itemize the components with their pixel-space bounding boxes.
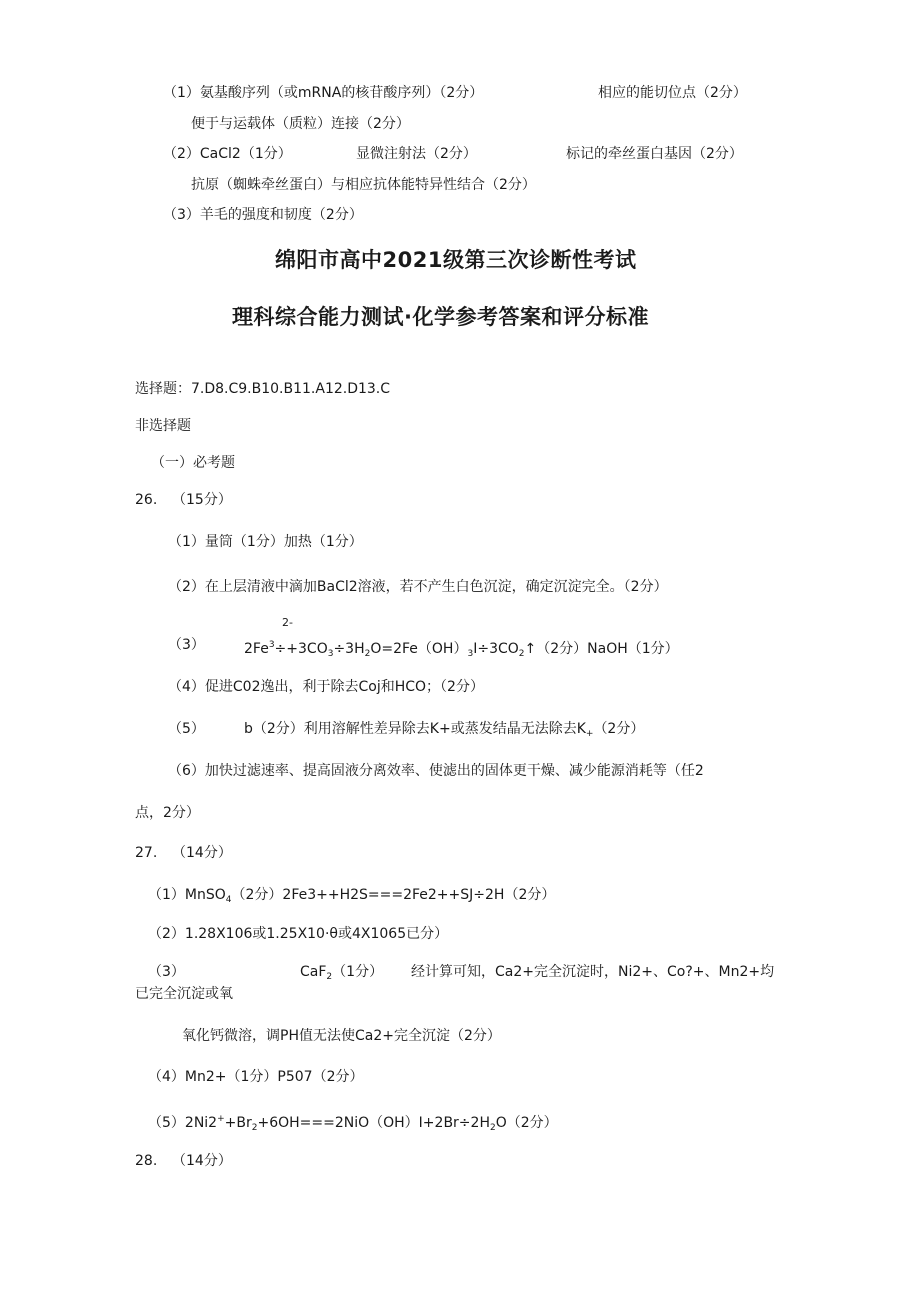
q26-answer-1: （1）量筒（1分）加热（1分） xyxy=(168,534,363,550)
bio-answer-2c: 标记的牵丝蛋白基因（2分） xyxy=(566,146,743,162)
q26-number: 26. xyxy=(135,492,158,508)
q26-answer-5-label: （5） xyxy=(168,721,205,737)
q26-answer-5: b（2分）利用溶解性差异除去K+或蒸发结晶无法除去$K_+(2$分） xyxy=(244,721,645,739)
q27-answer-2: （2）1.28X106或1.25X10·θ或4X1065已分） xyxy=(148,926,449,942)
q27-answer-3b: 经计算可知，Ca2+完全沉淀时，Ni2+、Co?+、Mn2+均 xyxy=(411,964,775,980)
q27-answer-4: （4）Mn2+（1分）P507（2分） xyxy=(148,1069,364,1085)
q28-score: （14分） xyxy=(172,1153,232,1169)
bio-answer-1b: 相应的能切位点（2分） xyxy=(598,85,747,101)
required-heading: （一）必考题 xyxy=(151,455,235,471)
q27-answer-3a: CaF$_2$（1分） xyxy=(300,964,384,982)
q27-answer-3c: 已完全沉淀或氧 xyxy=(135,986,233,1002)
q27-answer-1: （1）MnSO$_4$（2分）2Fe3++H2S===2Fe2++SJ÷2H（2分） xyxy=(148,887,556,905)
q27-answer-3-label: （3） xyxy=(148,964,185,980)
q26-answer-3-charge: 2- xyxy=(282,616,293,629)
bio-answer-3: （3）羊毛的强度和韧度（2分） xyxy=(163,207,363,223)
q26-score: （15分） xyxy=(172,492,232,508)
q28-number: 28. xyxy=(135,1153,158,1169)
q27-answer-3d: 氧化钙微溶，调PH值无法使Ca2+完全沉淀（2分） xyxy=(182,1028,501,1044)
bio-answer-1a: （1）氨基酸序列（或mRNA的核苷酸序列）（2分） xyxy=(163,85,484,101)
page-title: 绵阳市高中2021级第三次诊断性考试 xyxy=(275,248,637,272)
q27-number: 27. xyxy=(135,845,158,861)
bio-answer-2b: 显微注射法（2分） xyxy=(356,146,477,162)
bio-answer-1c: 便于与运载体（质粒）连接（2分） xyxy=(191,116,410,132)
q26-answer-6b: 点，2分） xyxy=(135,805,200,821)
bio-answer-2d: 抗原（蜘蛛牵丝蛋白）与相应抗体能特异性结合（2分） xyxy=(191,177,536,193)
q27-answer-5: $(5)2Ni2^++Br_2+6OH===2NiO(OH)I+2Br\div 2H_2O(2$分） xyxy=(148,1114,558,1133)
q27-score: （14分） xyxy=(172,845,232,861)
q26-answer-6a: （6）加快过滤速率、提高固液分离效率、使滤出的固体更干燥、减少能源消耗等（任2 xyxy=(168,763,704,779)
bio-answer-2a: （2）CaCl2（1分） xyxy=(163,146,292,162)
q26-answer-2: （2）在上层清液中滴加BaCl2溶液，若不产生白色沉淀，确定沉淀完全。（2分） xyxy=(168,579,668,595)
page-subtitle: 理科综合能力测试·化学参考答案和评分标准 xyxy=(232,305,649,329)
nonchoice-heading: 非选择题 xyxy=(135,418,191,434)
q26-answer-3-equation: $2Fe^3\div+3CO_3\div 3H_2O=2Fe(OH)_3I\div 3CO_2↑(2$分）NaOH（1分） xyxy=(244,640,679,659)
q26-answer-3-label: （3） xyxy=(168,637,205,653)
choice-answers: 选择题：7.D8.C9.B10.B11.A12.D13.C xyxy=(135,381,391,397)
q26-answer-4: （4）促进C02逸出，利于除去Coj和HCO；（2分） xyxy=(168,679,484,695)
